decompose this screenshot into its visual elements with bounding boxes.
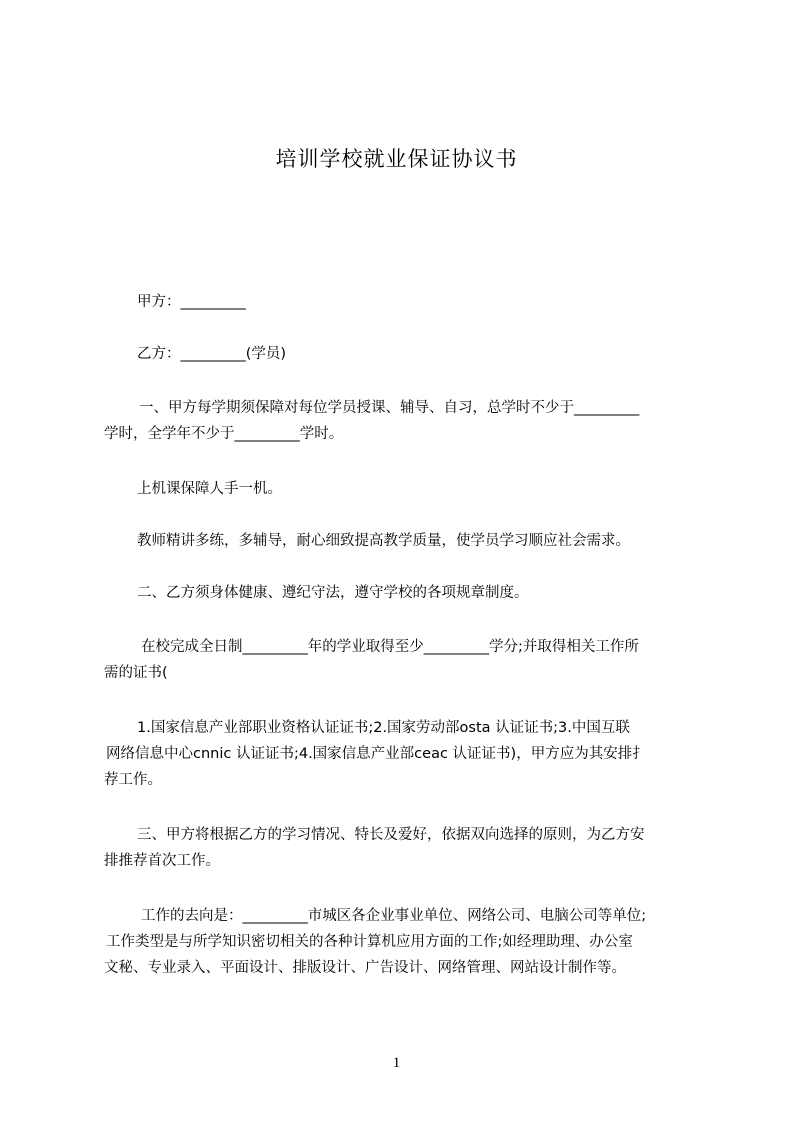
page-number: 1 bbox=[392, 1055, 401, 1071]
certificates-line-2: 网络信息中心cnnic 认证证书;4.国家信息产业部ceac 认证证书)，甲方应为其安排扌 bbox=[106, 746, 647, 762]
work-destination-line-2: 工作类型是与所学知识密切相关的各种计算机应用方面的工作;如经理助理、办公室 bbox=[106, 934, 633, 950]
party-a-line: 甲方：_________ bbox=[137, 294, 246, 310]
clause-3-line-1: 三、甲方将根据乙方的学习情况、特长及爱好，依据双向选择的原则，为乙方安 bbox=[137, 827, 645, 843]
certificates-line-3: 荐工作。 bbox=[104, 772, 162, 788]
work-destination-line-1: 工作的去向是：_________市城区各企业事业单位、网络公司、电脑公司等单位; bbox=[141, 908, 647, 924]
certificates-line-1: 1.国家信息产业部职业资格认证证书;2.国家劳动部osta 认证证书;3.中国互联 bbox=[137, 720, 630, 736]
work-destination-line-3: 文秘、专业录入、平面设计、排版设计、广告设计、网络管理、网站设计制作等。 bbox=[104, 960, 626, 976]
teaching-paragraph: 教师精讲多练，多辅导，耐心细致提高教学质量，使学员学习顺应社会需求。 bbox=[137, 533, 630, 549]
school-requirements-line-2: 需的证书( bbox=[104, 665, 168, 681]
clause-1-line-1: 一、甲方每学期须保障对每位学员授课、辅导、自习，总学时不少于_________ bbox=[139, 400, 640, 416]
document-title: 培训学校就业保证协议书 bbox=[275, 147, 518, 171]
computer-lab-paragraph: 上机课保障人手一机。 bbox=[137, 481, 282, 497]
clause-2-paragraph: 二、乙方须身体健康、遵纪守法，遵守学校的各项规章制度。 bbox=[137, 585, 529, 601]
party-b-line: 乙方：_________(学员) bbox=[137, 346, 287, 362]
school-requirements-line-1: 在校完成全日制_________年的学业取得至少_________学分;并取得相关工作所 bbox=[141, 639, 639, 655]
clause-3-line-2: 排推荐首次工作。 bbox=[104, 853, 220, 869]
clause-1-line-2: 学时，全学年不少于_________学时。 bbox=[104, 426, 344, 442]
